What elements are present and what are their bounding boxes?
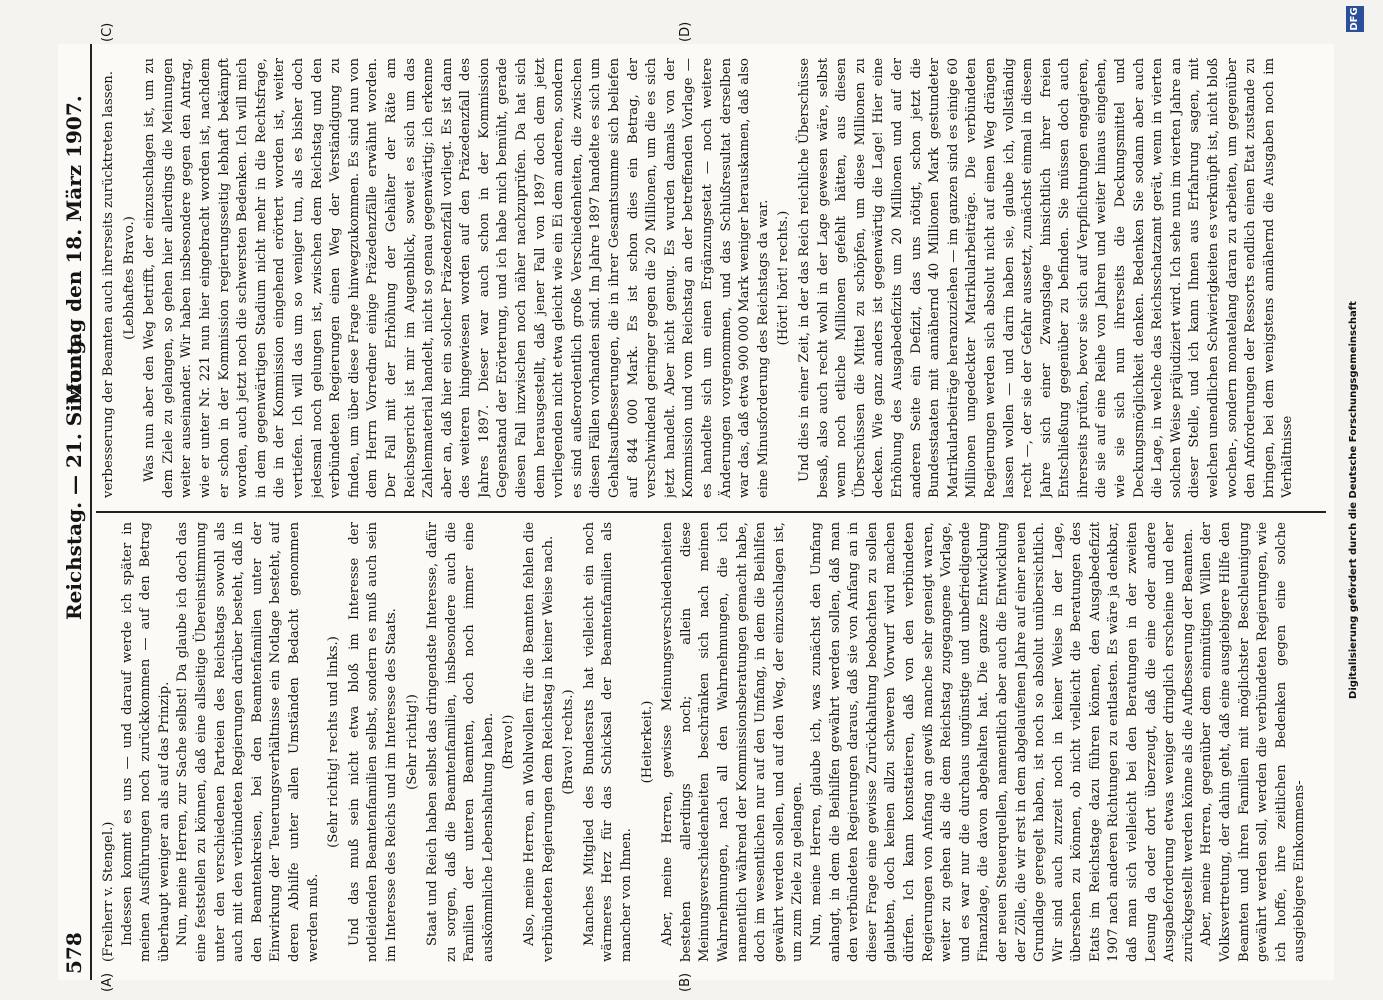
paragraph: Manches Mitglied des Bundesrats hat vielleicht ein noch wärmeres Herz für das Schicksal der Beamtenfamilien als mancher von Ihnen. <box>581 522 635 962</box>
interjection: (Bravo! rechts.) <box>561 689 577 795</box>
interjection: (Heiterkeit.) <box>639 700 655 784</box>
dfg-logo: DFG <box>1346 6 1364 32</box>
paragraph: Und das muß sein nicht etwa bloß im Interesse der notleidenden Beamtenfamilien selbst, sondern es muß auch sein im Interesse des Reichs und im Interesse des Staats. <box>346 522 399 962</box>
margin-mark-c: (C) <box>100 22 115 42</box>
speaker-label: (Freiherr v. Stengel.) <box>101 821 116 962</box>
page-number: 578 <box>62 932 86 974</box>
left-column <box>100 522 1324 962</box>
paragraph: Indessen kommt es uns — und darauf werde ich später in meinen Ausführungen noch zurückkommen — auf den Betrag überhaupt weniger an als auf das Prinzip. <box>119 522 172 962</box>
interjection: (Bravo!) <box>501 714 517 770</box>
paragraph: verbesserung der Beamten auch ihrerseits zurücktreten lassen. <box>101 71 116 498</box>
document-page <box>58 21 1334 992</box>
page-header <box>62 44 88 980</box>
paragraph: Und dies in einer Zeit, in der das Reich reichliche Überschüsse besaß, also auch recht wohl in der Lage gewesen wäre, selbst wenn noch etliche Millionen gefehlt hätten, aus diesen Überschüssen die Mittel zu schöpfen, um diese Millionen zu decken. Wie ganz anders ist gegenwärtig die Lage! Hier eine Erhöhung des Ausgabedefizits um 20 Millionen und auf der anderen Seite ein Defizit, das uns nötigt, schon jetzt die Bundesstaaten mit annähernd 40 Millionen Mark gestundeter Matrikularbeiträge heranzuziehen — im ganzen sind es einige 60 Millionen ungedeckter Matrikularbeiträge. Die verbündeten Regierungen werden sich absolut nicht auf einen Weg drängen lassen wollen — und darin haben sie, glaube ich, vollständig recht —, der sie der Gefahr aussetzt, zunächst einmal in diesem Jahre sich einer Zwangslage hinsichtlich ihrer freien Entschließung gegenüber zu befinden. Sie müssen doch auch ihrerseits prüfen, bevor sie sich auf Verpflichtungen engagieren, die sie auf eine Reihe von Jahren und weiter hinaus eingehen, wie sie sich nun ihrerseits die Deckungsmittel und Deckungsmöglichkeit denken. Bedenken Sie sodann aber auch die Lage, in welche das Reichsschatzamt gerät, wenn in vierten solchen Weise präjudiziert wird. Ich sehe nun im vierten Jahre an dieser Stelle, und ich kann Ihnen aus Erfahrung sagen, mit welchen unendlichen Schwierigkeiten es verknüpft ist, nicht bloß wochen-, sondern monatelang daran zu arbeiten, um gegenüber den Anforderungen der Ressorts endlich einen Etat zustande zu bringen, bei dem wenigstens annähernd die Ausgaben noch im Verhältnisse <box>796 58 1296 498</box>
digitization-note: Digitalisierung gefördert durch die Deutsche Forschungsgemeinschaft <box>1348 301 1359 699</box>
margin-mark-d: (D) <box>678 21 693 42</box>
paragraph: Also, meine Herren, an Wohlwollen für die Beamten fehlen die verbündeten Regierungen dem Reichstag in keiner Weise nach. <box>522 522 556 962</box>
session-date: Montag den 18. März 1907. <box>62 95 86 405</box>
margin-mark-a: (A) <box>100 972 115 992</box>
right-column <box>100 58 1324 498</box>
interjection: (Lebhaftes Bravo.) <box>121 216 137 340</box>
paragraph: Aber, meine Herren, gegenüber dem einmütigen Willen der Volksvertretung, der dahin geht, daß eine ausgiebigere Hilfe den Beamten und ihren Familien mit möglichster Beschleunigung gewährt werden soll, werden die verbündeten Regierungen, wie ich hoffe, ihre zeitlichen Bedenken gegen eine solche ausgiebigere Einkommens- <box>1199 522 1308 962</box>
column-divider <box>96 512 1326 514</box>
interjection: (Sehr richtig! rechts und links.) <box>326 636 342 848</box>
interjection: (Sehr richtig!) <box>404 694 420 790</box>
paragraph: Was nun aber den Weg betrifft, der einzuschlagen ist, um zu dem Ziele zu gelangen, so gehen hier allerdings die Meinungen weiter auseinander. Wir haben insbesondere gegen den Antrag, wie er unter Nr. 221 nun hier eingebracht worden ist, nachdem er schon in der Kommission regierungsseitig lebhaft bekämpft worden, auch jetzt noch die schwersten Bedenken. Ich will mich in dem gegenwärtigen Stadium nicht mehr in die Rechtsfrage, die in der Kommission eingehend erörtert worden ist, weiter vertiefen. Ich will das um so weniger tun, als es bisher doch jedesmal noch gelungen ist, zwischen dem Reichstag und den verbündeten Regierungen einen Weg der Verständigung zu finden, um über diese Frage hinwegzukommen. Es sind nun von dem Herrn Vorredner einige Präzedenzfälle erwähnt worden. Der Fall mit der Erhöhung der Gehälter der Räte am Reichsgericht ist mir im Augenblick, soweit es sich um das Zahlenmaterial handelt, nicht so genau gegenwärtig; ich erkenne aber an, daß hier ein solcher Präzedenzfall vorliegt. Es ist dann des weiteren hingewiesen worden auf den Präzedenzfall des Jahres 1897. Dieser war auch schon in der Kommission Gegenstand der Erörterung, und ich habe mich bemüht, gerade diesen Fall inzwischen noch näher nachzuprüfen. Da hat sich denn herausgestellt, daß jener Fall von 1897 doch dem jetzt vorliegenden nicht etwa gleicht wie ein Ei dem anderen, sondern es sind außerordentlich große Verschiedenheiten, die zwischen diesen Fällen vorhanden sind. Im Jahre 1897 handelte es sich um Gehaltsaufbesserungen, die in ihrer Gesamtsumme sich beliefen auf 844 000 Mark. Es ist schon dies ein Betrag, der verschwindend geringer gegen die 20 Millionen, um die es sich jetzt handelt. Aber nicht genug. Es wurden damals von der Kommission und vom Reichstag an der betreffenden Vorlage — es handelte sich um einen Ergänzungsetat — noch weitere Änderungen vorgenommen, und das Schlußresultat derselben war das, daß etwa 900 000 Mark weniger herauskamen, daß also eine Minusforderung des Reichstags da war. <box>142 58 771 498</box>
header-rule <box>90 44 92 980</box>
margin-mark-b: (B) <box>678 972 693 992</box>
paragraph: Staat und Reich haben selbst das dringendste Interesse, dafür zu sorgen, daß die Beamtenfamilien, insbesondere auch die Familien der unteren Beamten, doch noch immer eine auskömmliche Lebenshaltung haben. <box>425 522 496 962</box>
interjection: (Hört! hört! rechts.) <box>776 210 792 346</box>
paragraph: Nun, meine Herren, zur Sache selbst! Da glaube ich doch das eine feststellen zu können, daß eine allseitige Übereinstimmung unter den verschiedenen Parteien des Reichstags sowohl als auch mit den verbündeten Regierungen darüber besteht, daß in den Beamtenkreisen, bei den Beamtenfamilien unter der Einwirkung der Teuerungsverhältnisse ein Notlage besteht, auf deren Abhilfe unter allen Umständen Bedacht genommen werden muß. <box>175 522 321 962</box>
page-title: Reichstag. — 21. Sitzung. <box>62 333 86 620</box>
paragraph: Nun, meine Herren, glaube ich, was zunächst den Umfang anlangt, in dem die Beihilfen gewährt werden sollen, daß man den verbündeten Regierungen daraus, daß sie von Anfang an in dieser Frage eine gewisse Zurückhaltung beobachten zu sollen glaubten, doch keinen allzu schweren Vorwurf wird machen dürfen. Ich kann konstatieren, daß von den verbündeten Regierungen von Anfang an gewiß manche sehr geneigt waren, weiter zu gehen als die dem Reichstag zugegangene Vorlage, und es war nur die durchaus ungünstige und unbefriedigende Finanzlage, die davon abgehalten hat. Die ganze Entwicklung der neuen Steuerquellen, namentlich aber auch die Entwicklung der Zölle, die wir erst in dem abgelaufenen Jahre auf einer neuen Grundlage geregelt haben, ist noch so absolut unübersichtlich. Wir sind auch zurzeit noch in keiner Weise in der Lage, übersehen zu können, ob nicht vielleicht die Beratungen des Etats im Reichstage dazu führen können, den Ausgabedefizit 1907 nach anderen Richtungen zu entlasten. Es wäre ja denkbar, daß man sich vielleicht bei den Beratungen in der zweiten Lesung da oder dort überzeugt, daß die eine oder andere Ausgabeforderung etwas weniger dringlich erscheine und eher zurückgestellt werden könne als die Aufbesserung der Beamten. <box>808 522 1196 962</box>
paragraph: Aber, meine Herren, gewisse Meinungsverschiedenheiten bestehen allerdings noch; allein diese Meinungsverschiedenheiten beschränken sich nach meinen Wahrnehmungen, nach all den Wahrnehmungen, die ich namentlich während der Kommissionsberatungen gemacht habe, doch im wesentlichen nur auf den Umfang, in dem die Beihilfen gewährt werden sollen, und auf den Weg, der einzuschlagen ist, um zum Ziele zu gelangen. <box>660 522 806 962</box>
